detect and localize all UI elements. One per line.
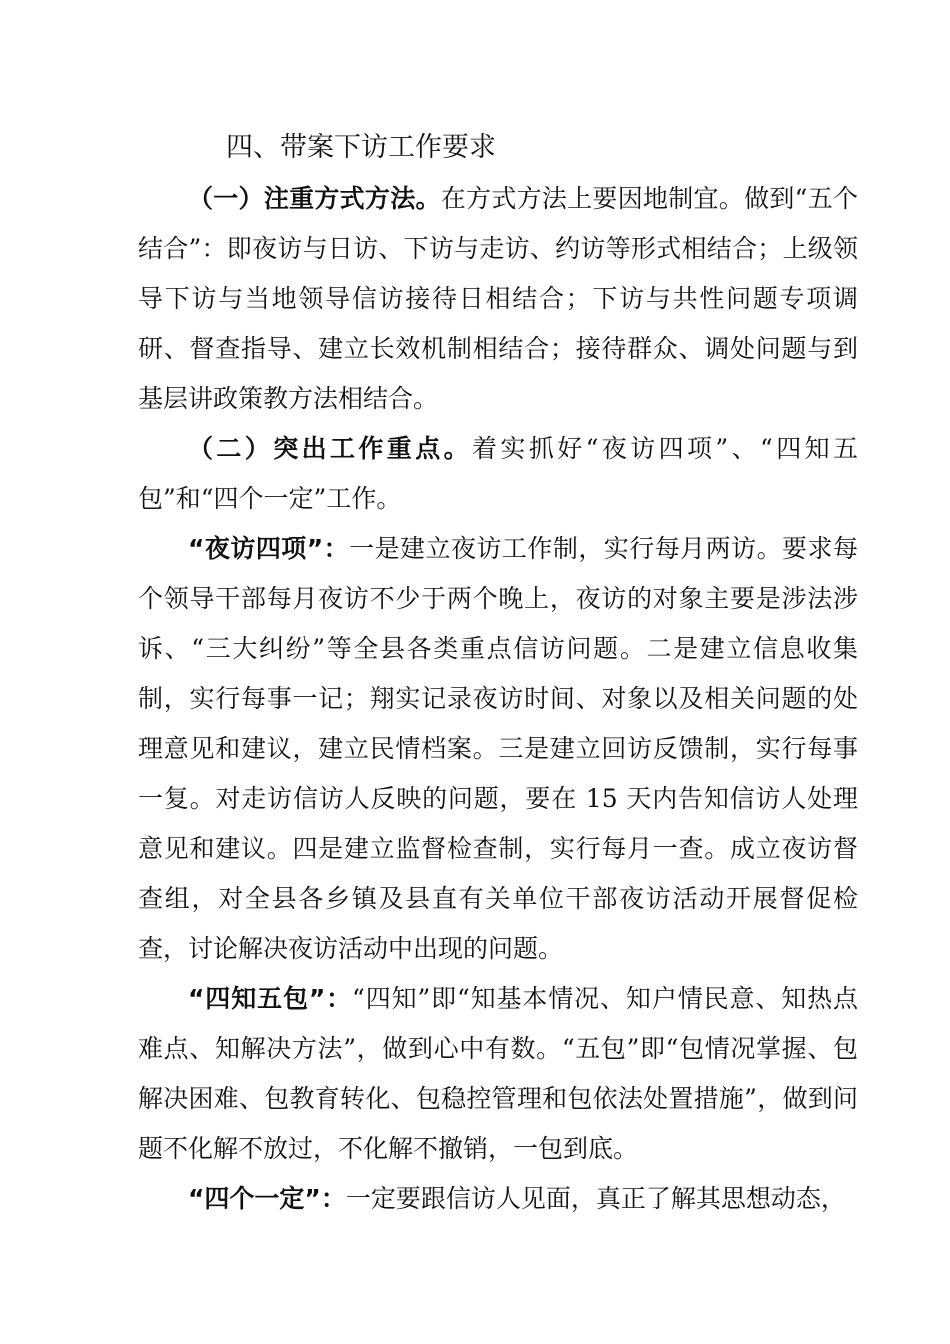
paragraph-four-musts — [138, 1174, 868, 1224]
paragraph-text: 着实抓好“夜访四项”、“四知五包”和“四个一定”工作。 — [138, 434, 858, 513]
paragraph-text: 在方式方法上要因地制宜。做到“五个结合”：即夜访与日访、下访与走访、约访等形式相结合；上级领导下访与当地领导信访接待日相结合；下访与共性问题专项调研、督查指导、建立长效机制相结合；接待群众、调处问题与到基层讲政策教方法相结合。 — [138, 184, 858, 413]
paragraph-text: 一是建立夜访工作制，实行每月两访。要求每个领导干部每月夜访不少于两个晚上，夜访的对象主要是涉法涉诉、“三大纠纷”等全县各类重点信访问题。二是建立信息收集制，实行每事一记；翔实记录夜访时间、对象以及相关问题的处理意见和建议，建立民情档案。三是建立回访反馈制，实行每事一复。对走访信访人反映的问题，要在 15 天内告知信访人处理意见和建议。四是建立监督检查制，实行每月一查。成立夜访督查组，对全县各乡镇及县直有关单位干部夜访活动开展督促检查，讨论解决夜访活动中出现的问题。 — [138, 534, 858, 963]
paragraph-lead: “夜访四项”： — [188, 534, 350, 563]
paragraph-lead: （二）突出工作重点。 — [188, 434, 473, 463]
paragraph-methods — [138, 174, 858, 424]
paragraph-key-points — [138, 424, 858, 524]
paragraph-lead: “四个一定”： — [188, 1184, 346, 1213]
paragraph-four-knows-five-packs — [138, 974, 858, 1174]
paragraph-text: “四知”即“知基本情况、知户情民意、知热点难点、知解决方法”，做到心中有数。“五包”即“包情况掌握、包解决困难、包教育转化、包稳控管理和包依法处置措施”，做到问题不化解不放过，不化解不撤销，一包到底。 — [138, 984, 858, 1163]
section-heading: 四、带案下访工作要求 — [226, 132, 496, 163]
paragraph-lead: （一）注重方式方法。 — [188, 184, 441, 213]
paragraph-text: 一定要跟信访人见面，真正了解其思想动态， — [345, 1184, 846, 1213]
paragraph-night-visits — [138, 524, 858, 974]
paragraph-lead: “四知五包”： — [188, 984, 353, 1013]
